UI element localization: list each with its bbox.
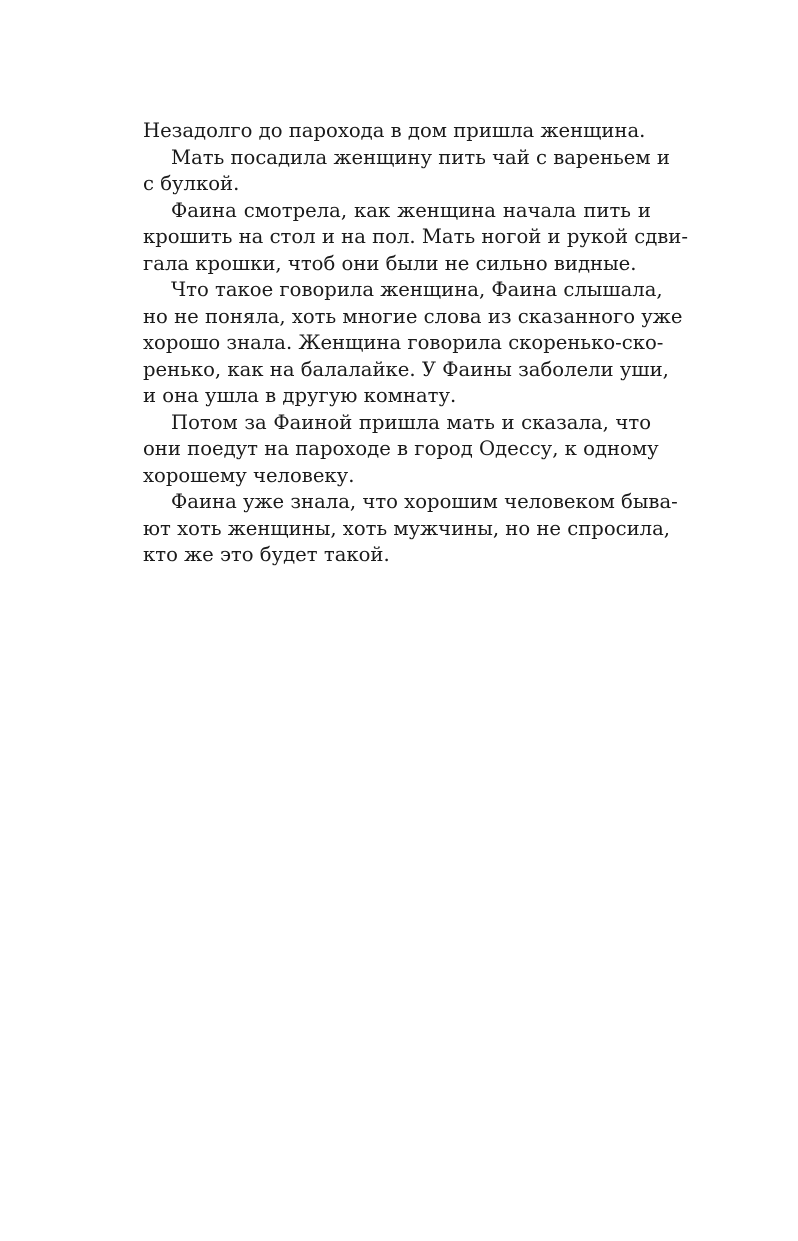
- text-line: Фаина смотрела, как женщина начала пить и: [171, 198, 651, 222]
- text-line: крошить на стол и на пол. Мать ногой и рукой сдви-: [143, 225, 688, 248]
- text-line: ренько, как на балалайке. У Фаины заболели уши,: [143, 357, 669, 381]
- text-line: Мать посадила женщину пить чай с вареньем и: [171, 145, 670, 169]
- text-line: Фаина уже знала, что хорошим человеком быва-: [171, 490, 678, 513]
- text-line: кто же это будет такой.: [143, 543, 390, 566]
- text-line: и она ушла в другую комнату.: [143, 384, 457, 407]
- text-line: хорошо знала. Женщина говорила скоренько-ско-: [143, 331, 664, 354]
- text-line: ют хоть женщины, хоть мужчины, но не спросила,: [143, 516, 671, 540]
- text-line: гала крошки, чтоб они были не сильно видные.: [143, 251, 637, 275]
- text-line: они поедут на пароходе в город Одессу, к одному: [143, 437, 659, 460]
- text-line: Потом за Фаиной пришла мать и сказала, что: [171, 410, 651, 434]
- text-line: но не поняла, хоть многие слова из сказанного уже: [143, 304, 683, 328]
- text-line: Незадолго до парохода в дом пришла женщина.: [143, 119, 646, 142]
- text-line: Что такое говорила женщина, Фаина слышала,: [171, 278, 663, 301]
- body-text: [143, 118, 688, 569]
- text-line: хорошему человеку.: [143, 463, 355, 487]
- text-line: с булкой.: [143, 172, 240, 195]
